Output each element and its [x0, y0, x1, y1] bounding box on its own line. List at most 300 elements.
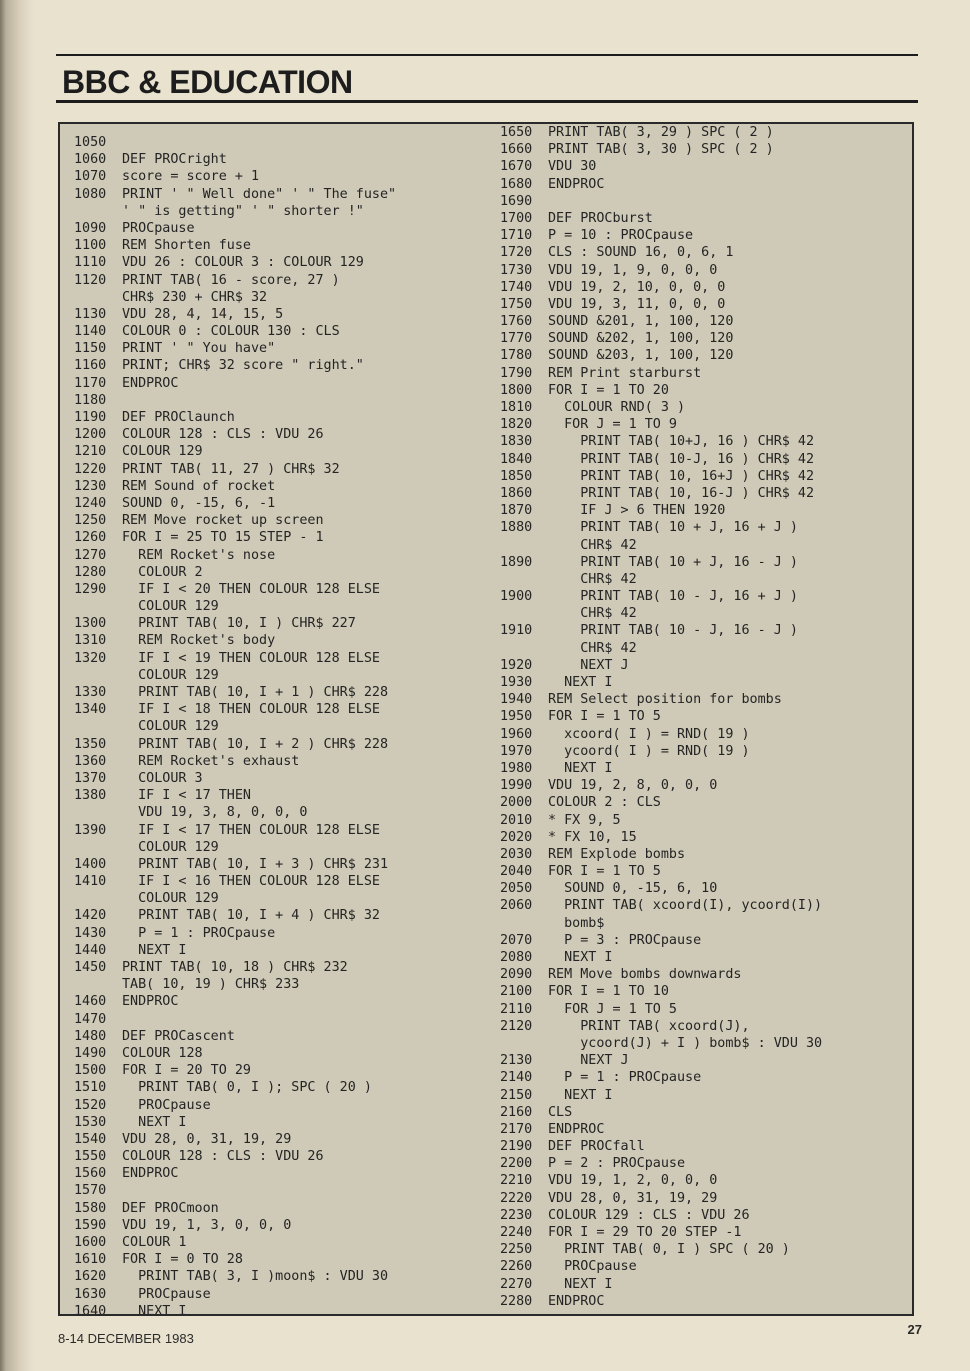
code-text: PRINT TAB( xcoord(I), ycoord(I))	[548, 898, 823, 914]
code-line	[500, 365, 912, 382]
code-text: VDU 19, 1, 3, 0, 0, 0	[122, 1217, 292, 1233]
line-number: 1520	[74, 1097, 107, 1113]
line-number: 2240	[500, 1225, 533, 1240]
code-text: CLS : SOUND 16, 0, 6, 1	[548, 245, 734, 261]
code-line	[74, 1200, 498, 1217]
code-line	[500, 244, 912, 261]
code-line	[500, 1207, 912, 1224]
line-number: 1450	[74, 960, 107, 975]
code-text: PRINT TAB( 10-J, 16 ) CHR$ 42	[548, 451, 815, 467]
code-line	[500, 1258, 912, 1275]
code-text: CHR$ 42	[548, 571, 637, 587]
line-number: 1620	[74, 1269, 107, 1285]
code-text: PRINT TAB( 10, I + 1 ) CHR$ 228	[122, 685, 389, 700]
line-number: 1070	[74, 169, 107, 185]
code-line	[74, 357, 498, 374]
code-line	[74, 1217, 498, 1234]
code-line	[74, 1114, 498, 1131]
code-text: PROCpause	[548, 1259, 637, 1275]
line-number: 1340	[74, 702, 107, 718]
line-number: 1410	[74, 874, 107, 890]
line-number: 2060	[500, 898, 533, 914]
line-number: 2140	[500, 1070, 533, 1086]
code-line	[500, 124, 912, 141]
line-number: 2010	[500, 812, 533, 828]
code-line	[500, 468, 912, 485]
code-line	[74, 959, 498, 976]
code-text: ' " is getting" ' " shorter !"	[122, 203, 364, 219]
line-number	[500, 605, 548, 622]
code-text: COLOUR 3	[122, 770, 203, 786]
code-line	[500, 605, 912, 622]
code-line	[74, 203, 498, 220]
code-text: FOR I = 1 TO 5	[548, 709, 661, 725]
code-line	[74, 718, 498, 735]
code-line	[500, 1052, 912, 1069]
line-number: 1710	[500, 228, 533, 244]
code-line	[74, 1182, 498, 1199]
line-number: 1760	[500, 314, 533, 330]
code-text: SOUND &203, 1, 100, 120	[548, 348, 734, 364]
code-line	[500, 433, 912, 450]
code-text: IF I < 17 THEN COLOUR 128 ELSE	[122, 822, 380, 838]
code-line	[74, 787, 498, 804]
code-line	[500, 382, 912, 399]
code-line	[74, 667, 498, 684]
code-text: COLOUR 128 : CLS : VDU 26	[122, 1149, 324, 1165]
line-number	[74, 289, 122, 306]
code-text: COLOUR 128	[122, 1045, 203, 1061]
line-number: 1880	[500, 520, 533, 536]
code-text: IF J > 6 THEN 1920	[548, 503, 726, 519]
code-text: DEF PROCascent	[122, 1028, 235, 1044]
code-line	[74, 1131, 498, 1148]
code-line	[500, 451, 912, 468]
line-number: 2040	[500, 864, 533, 880]
code-text: NEXT I	[548, 1276, 613, 1292]
line-number: 1950	[500, 709, 533, 725]
line-number: 1490	[74, 1045, 107, 1061]
code-line	[74, 151, 498, 168]
code-line	[500, 966, 912, 983]
line-number: 1440	[74, 942, 107, 958]
code-text: COLOUR 129	[122, 719, 219, 735]
line-number: 2280	[500, 1293, 533, 1309]
code-text: ENDPROC	[548, 1293, 605, 1309]
line-number	[500, 537, 548, 554]
code-text: COLOUR RND( 3 )	[548, 400, 686, 415]
code-text: COLOUR 0 : COLOUR 130 : CLS	[122, 324, 340, 340]
code-text: ENDPROC	[548, 1121, 605, 1137]
code-line	[500, 743, 912, 760]
line-number: 1560	[74, 1166, 107, 1182]
line-number: 1800	[500, 382, 533, 398]
line-number: 2170	[500, 1121, 533, 1137]
line-number: 1510	[74, 1080, 107, 1096]
line-number	[74, 598, 122, 615]
line-number: 1850	[500, 468, 533, 484]
code-text: NEXT I	[122, 1303, 187, 1316]
code-line	[500, 347, 912, 364]
code-text: PRINT TAB( 10, 16-J ) CHR$ 42	[548, 485, 815, 501]
code-line	[500, 399, 912, 416]
code-text: VDU 19, 1, 2, 0, 0, 0	[548, 1173, 718, 1189]
code-line	[500, 777, 912, 794]
code-text	[122, 1182, 498, 1199]
code-line	[74, 478, 498, 495]
line-number	[500, 640, 548, 657]
code-line	[500, 863, 912, 880]
code-line	[500, 880, 912, 897]
code-text: REM Shorten fuse	[122, 238, 251, 254]
line-number: 1330	[74, 685, 107, 700]
line-number	[74, 890, 122, 907]
code-text: FOR J = 1 TO 9	[548, 417, 677, 433]
code-text: VDU 19, 1, 9, 0, 0, 0	[548, 262, 718, 278]
code-text: PRINT TAB( 11, 27 ) CHR$ 32	[122, 461, 340, 477]
code-text: P = 1 : PROCpause	[548, 1070, 702, 1086]
line-number: 1580	[74, 1200, 107, 1216]
line-number: 2110	[500, 1001, 533, 1017]
line-number: 1130	[74, 306, 107, 322]
code-line	[74, 684, 498, 701]
code-line	[74, 873, 498, 890]
code-text: VDU 19, 2, 8, 0, 0, 0	[548, 778, 718, 794]
code-text: PRINT TAB( 10 - J, 16 - J )	[548, 623, 798, 639]
code-text: NEXT J	[548, 657, 629, 673]
code-text: FOR I = 1 TO 5	[548, 864, 661, 880]
line-number: 1530	[74, 1114, 107, 1130]
code-text: VDU 19, 2, 10, 0, 0, 0	[548, 279, 726, 295]
code-text: bomb$	[548, 915, 605, 931]
line-number: 2250	[500, 1242, 533, 1258]
code-text: FOR I = 0 TO 28	[122, 1252, 243, 1268]
line-number: 2190	[500, 1139, 533, 1155]
code-text: ycoord(J) + I ) bomb$ : VDU 30	[548, 1035, 823, 1051]
line-number: 1500	[74, 1063, 107, 1079]
line-number: 1640	[74, 1303, 107, 1316]
code-line	[500, 1087, 912, 1104]
line-number: 1310	[74, 633, 107, 649]
line-number: 2080	[500, 950, 533, 965]
code-text: FOR I = 29 TO 20 STEP -1	[548, 1225, 742, 1240]
code-text: VDU 28, 4, 14, 15, 5	[122, 306, 284, 322]
code-text: DEF PROCfall	[548, 1139, 645, 1155]
code-text: PROCpause	[122, 220, 195, 236]
code-line	[500, 193, 912, 210]
code-text: P = 10 : PROCpause	[548, 228, 694, 244]
line-number: 1610	[74, 1252, 107, 1268]
code-text: PRINT; CHR$ 32 score " right."	[122, 358, 364, 374]
line-number: 2090	[500, 967, 533, 983]
code-line	[74, 409, 498, 426]
code-text: COLOUR 129	[122, 444, 203, 460]
line-number	[500, 1035, 548, 1052]
code-text: P = 2 : PROCpause	[548, 1156, 686, 1172]
code-text: NEXT I	[548, 675, 613, 690]
code-text: ENDPROC	[122, 994, 179, 1010]
line-number: 1290	[74, 581, 107, 597]
code-text: CHR$ 230 + CHR$ 32	[122, 289, 268, 305]
line-number	[74, 718, 122, 735]
page-spine-shadow	[0, 0, 34, 1371]
line-number: 1220	[74, 461, 107, 477]
code-line	[74, 272, 498, 289]
line-number: 1910	[500, 623, 533, 639]
code-line	[74, 1028, 498, 1045]
code-line	[500, 794, 912, 811]
code-line	[500, 1104, 912, 1121]
code-line	[500, 1224, 912, 1241]
code-line	[500, 949, 912, 966]
line-number	[74, 203, 122, 220]
code-text: NEXT I	[548, 760, 613, 776]
code-line	[500, 1069, 912, 1086]
code-line	[74, 1234, 498, 1251]
line-number: 1460	[74, 994, 107, 1010]
code-text: ENDPROC	[548, 176, 605, 192]
code-text: REM Move bombs downwards	[548, 967, 742, 983]
code-text: PROCpause	[122, 1097, 211, 1113]
code-line	[74, 598, 498, 615]
code-line	[500, 1241, 912, 1258]
line-number: 2270	[500, 1276, 533, 1292]
code-text: xcoord( I ) = RND( 19 )	[548, 726, 750, 742]
line-number: 1120	[74, 272, 107, 288]
code-text: ENDPROC	[122, 1166, 179, 1182]
code-line	[500, 983, 912, 1000]
code-line	[500, 1172, 912, 1189]
code-text: REM Move rocket up screen	[122, 513, 324, 529]
code-line	[500, 915, 912, 932]
code-line	[74, 1148, 498, 1165]
code-line	[74, 564, 498, 581]
line-number: 1930	[500, 675, 533, 690]
code-line	[74, 701, 498, 718]
line-number: 1420	[74, 908, 107, 924]
code-text: PRINT TAB( 10, I + 2 ) CHR$ 228	[122, 736, 389, 752]
line-number: 1660	[500, 142, 533, 158]
code-text: PRINT ' " You have"	[122, 341, 276, 357]
code-line	[500, 897, 912, 914]
code-text	[122, 392, 498, 409]
line-number: 1830	[500, 434, 533, 450]
code-line	[74, 134, 498, 151]
code-text: REM Rocket's body	[122, 633, 276, 649]
line-number: 1280	[74, 564, 107, 580]
code-text: SOUND 0, -15, 6, 10	[548, 881, 718, 897]
line-number: 1690	[500, 193, 533, 209]
code-line	[500, 537, 912, 554]
line-number: 1550	[74, 1149, 107, 1165]
line-number: 1190	[74, 410, 107, 425]
code-text: PROCpause	[122, 1286, 211, 1302]
line-number: 1670	[500, 159, 533, 175]
line-number	[500, 571, 548, 588]
code-text: NEXT I	[122, 942, 187, 958]
code-line	[74, 753, 498, 770]
code-line	[74, 392, 498, 409]
line-number: 1940	[500, 692, 533, 708]
code-line	[500, 760, 912, 777]
line-number: 1230	[74, 478, 107, 494]
code-text: PRINT TAB( 10 + J, 16 - J )	[548, 554, 798, 570]
code-text: CHR$ 42	[548, 606, 637, 622]
code-text: NEXT I	[548, 1087, 613, 1103]
line-number	[74, 976, 122, 993]
code-line	[74, 890, 498, 907]
code-text: PRINT TAB( 10 + J, 16 + J )	[548, 520, 798, 536]
line-number	[74, 667, 122, 684]
line-number: 1970	[500, 743, 533, 759]
code-text: PRINT TAB( 3, I )moon$ : VDU 30	[122, 1269, 389, 1285]
code-line	[500, 1155, 912, 1172]
line-number: 1060	[74, 152, 107, 168]
line-number	[74, 839, 122, 856]
code-text: CHR$ 42	[548, 537, 637, 553]
code-text: PRINT TAB( 10+J, 16 ) CHR$ 42	[548, 434, 815, 450]
line-number: 2130	[500, 1053, 533, 1069]
line-number: 2020	[500, 829, 533, 845]
line-number: 2030	[500, 846, 533, 862]
code-line	[74, 254, 498, 271]
code-text: DEF PROCright	[122, 152, 227, 168]
code-line	[500, 227, 912, 244]
line-number: 1720	[500, 245, 533, 261]
code-text: COLOUR 1	[122, 1235, 187, 1250]
code-line	[74, 168, 498, 185]
code-line	[74, 323, 498, 340]
page-number: 27	[907, 1322, 922, 1337]
line-number: 1160	[74, 358, 107, 374]
line-number: 1180	[74, 392, 107, 408]
line-number: 1600	[74, 1235, 107, 1250]
code-line	[500, 1035, 912, 1052]
code-line	[500, 588, 912, 605]
line-number: 1320	[74, 650, 107, 666]
line-number: 1590	[74, 1217, 107, 1233]
code-text: FOR I = 1 TO 20	[548, 382, 669, 398]
line-number: 1380	[74, 788, 107, 804]
listing-column-left	[74, 134, 498, 1316]
code-line	[74, 340, 498, 357]
code-line	[500, 1190, 912, 1207]
code-text: VDU 30	[548, 159, 597, 175]
code-text: PRINT TAB( 10 - J, 16 + J )	[548, 589, 798, 605]
line-number: 1890	[500, 554, 533, 570]
code-text: score = score + 1	[122, 169, 260, 185]
code-line	[74, 736, 498, 753]
code-line	[500, 622, 912, 639]
code-line	[74, 461, 498, 478]
line-number: 1870	[500, 503, 533, 519]
line-number: 1790	[500, 365, 533, 381]
code-line	[500, 932, 912, 949]
code-text: DEF PROClaunch	[122, 410, 235, 425]
code-line	[74, 822, 498, 839]
code-text: ycoord( I ) = RND( 19 )	[548, 743, 750, 759]
code-line	[74, 443, 498, 460]
line-number: 1900	[500, 589, 533, 605]
code-text: COLOUR 129	[122, 667, 219, 683]
line-number: 1170	[74, 375, 107, 391]
code-text	[122, 134, 498, 151]
code-text: VDU 19, 3, 11, 0, 0, 0	[548, 296, 726, 312]
code-line	[500, 571, 912, 588]
line-number: 1990	[500, 778, 533, 794]
code-line	[500, 296, 912, 313]
code-line	[74, 375, 498, 392]
code-text: CHR$ 42	[548, 640, 637, 656]
code-text: PRINT TAB( 3, 30 ) SPC ( 2 )	[548, 142, 774, 158]
code-text: IF I < 19 THEN COLOUR 128 ELSE	[122, 650, 380, 666]
code-text: COLOUR 129	[122, 891, 219, 907]
code-text: SOUND &201, 1, 100, 120	[548, 314, 734, 330]
code-line	[74, 839, 498, 856]
line-number: 1370	[74, 770, 107, 786]
line-number: 1960	[500, 726, 533, 742]
line-number: 1110	[74, 255, 107, 271]
line-number: 1780	[500, 348, 533, 364]
line-number: 1100	[74, 238, 107, 254]
code-line	[500, 262, 912, 279]
code-line	[74, 426, 498, 443]
code-line	[500, 708, 912, 725]
line-number: 1810	[500, 400, 533, 415]
line-number: 2200	[500, 1156, 533, 1172]
line-number: 1840	[500, 451, 533, 467]
line-number: 1570	[74, 1183, 107, 1199]
line-number: 2100	[500, 984, 533, 1000]
line-number: 1210	[74, 444, 107, 460]
line-number: 1630	[74, 1286, 107, 1302]
section-header: BBC & EDUCATION	[62, 64, 353, 100]
code-text: NEXT I	[122, 1114, 187, 1130]
code-text: SOUND &202, 1, 100, 120	[548, 331, 734, 347]
code-line	[74, 615, 498, 632]
code-line	[500, 691, 912, 708]
code-text	[548, 193, 912, 210]
line-number: 1300	[74, 616, 107, 632]
code-line	[74, 186, 498, 203]
code-line	[74, 289, 498, 306]
code-text: ENDPROC	[122, 375, 179, 391]
line-number: 1860	[500, 485, 533, 501]
code-line	[74, 1165, 498, 1182]
code-line	[500, 485, 912, 502]
code-line	[74, 907, 498, 924]
code-text: PRINT TAB( 10, 16+J ) CHR$ 42	[548, 468, 815, 484]
code-text: FOR I = 25 TO 15 STEP - 1	[122, 530, 324, 546]
code-text: IF I < 20 THEN COLOUR 128 ELSE	[122, 581, 380, 597]
code-line	[74, 632, 498, 649]
code-text: VDU 19, 3, 8, 0, 0, 0	[122, 805, 308, 821]
line-number: 2120	[500, 1018, 533, 1034]
code-line	[74, 1303, 498, 1316]
code-line	[74, 856, 498, 873]
code-line	[74, 1045, 498, 1062]
line-number: 1920	[500, 657, 533, 673]
code-line	[74, 306, 498, 323]
line-number: 2210	[500, 1173, 533, 1189]
line-number: 1140	[74, 324, 107, 340]
code-text: VDU 28, 0, 31, 19, 29	[548, 1190, 718, 1206]
code-line	[500, 279, 912, 296]
code-text: REM Print starburst	[548, 365, 702, 381]
code-line	[500, 502, 912, 519]
line-number: 1680	[500, 176, 533, 192]
code-text: TAB( 10, 19 ) CHR$ 233	[122, 977, 300, 993]
